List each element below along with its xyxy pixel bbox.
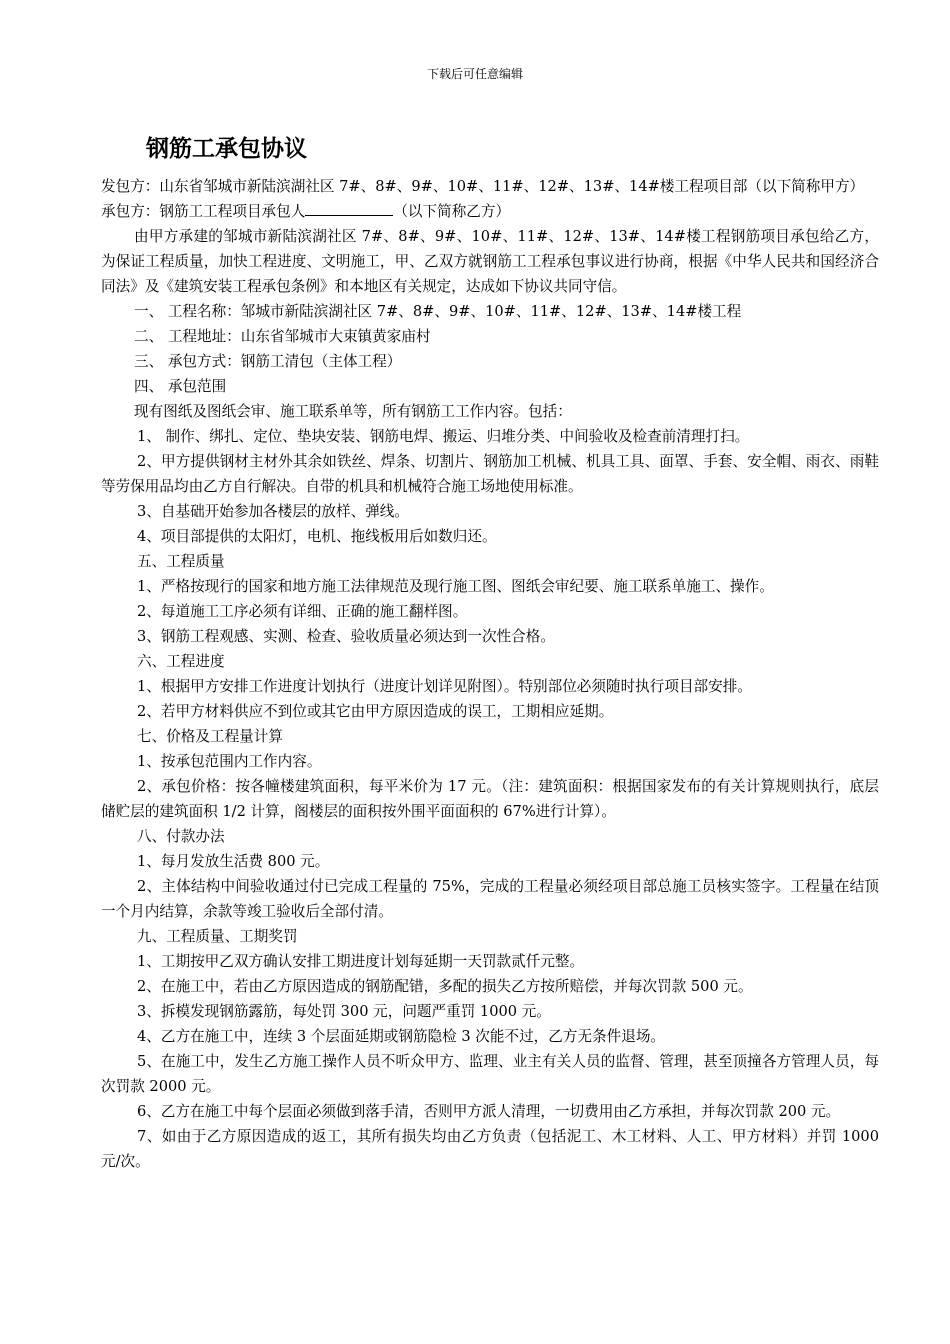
party-b-prefix: 承包方：钢筋工工程项目承包人 — [101, 203, 306, 220]
section-4-item-3: 3、自基础开始参加各楼层的放样、弹线。 — [137, 503, 409, 520]
document-body — [101, 174, 879, 1174]
section-9-item-1: 1、工期按甲乙双方确认安排工期进度计划每延期一天罚款贰仟元整。 — [137, 953, 585, 970]
section-9-heading: 九、工程质量、工期奖罚 — [137, 928, 298, 945]
section-4-heading: 四、 承包范围 — [134, 378, 227, 395]
section-4-item-2: 2、甲方提供钢材主材外其余如铁丝、焊条、切割片、钢筋加工机械、机具工具、面罩、手套、安全帽、雨衣、雨鞋等劳保用品均由乙方自行解决。自带的机具和机械符合施工场地使用标准。 — [101, 453, 879, 495]
section-9-item-5: 5、在施工中，发生乙方施工操作人员不听众甲方、监理、业主有关人员的监督、管理，甚至顶撞各方管理人员，每次罚款 2000 元。 — [101, 1053, 879, 1095]
section-6-item-2: 2、若甲方材料供应不到位或其它由甲方原因造成的误工，工期相应延期。 — [137, 703, 614, 720]
section-5-item-2: 2、每道施工工序必须有详细、正确的施工翻样图。 — [137, 603, 468, 620]
section-9-item-7: 7、如由于乙方原因造成的返工，其所有损失均由乙方负责（包括泥工、木工材料、人工、甲方材料）并罚 1000 元/次。 — [101, 1128, 879, 1170]
section-7-item-2: 2、承包价格：按各幢楼建筑面积，每平米价为 17 元。（注：建筑面积：根据国家发布的有关计算规则执行，底层储贮层的建筑面积 1/2 计算，阁楼层的面积按外围平面面积的 67%进行计算）。 — [101, 778, 879, 820]
section-4-intro: 现有图纸及图纸会审、施工联系单等，所有钢筋工工作内容。包括： — [134, 403, 572, 420]
section-5-heading: 五、工程质量 — [137, 553, 225, 570]
section-6-item-1: 1、根据甲方安排工作进度计划执行（进度计划详见附图）。特别部位必须随时执行项目部安排。 — [137, 678, 752, 695]
section-9-item-4: 4、乙方在施工中，连续 3 个层面延期或钢筋隐检 3 次能不过，乙方无条件退场。 — [137, 1028, 666, 1045]
signature-blank — [305, 202, 393, 216]
section-5-item-1: 1、严格按现行的国家和地方施工法律规范及现行施工图、图纸会审纪要、施工联系单施工、操作。 — [137, 578, 774, 595]
section-1: 一、 工程名称：邹城市新陆滨湖社区 7#、8#、9#、10#、11#、12#、13#、14#楼工程 — [134, 303, 742, 320]
section-8-item-2: 2、主体结构中间验收通过付已完成工程量的 75%，完成的工程量必须经项目部总施工员核实签字。工程量在结顶一个月内结算，余款等竣工验收后全部付清。 — [101, 878, 879, 920]
section-9-item-2: 2、在施工中，若由乙方原因造成的钢筋配错，多配的损失乙方按所赔偿，并每次罚款 500 元。 — [137, 978, 753, 995]
section-4-item-1: 1、 制作、绑扎、定位、垫块安装、钢筋电焊、搬运、归堆分类、中间验收及检查前清理打扫。 — [137, 428, 750, 445]
section-8-heading: 八、付款办法 — [137, 828, 225, 845]
section-5-item-3: 3、钢筋工程观感、实测、检查、验收质量必须达到一次性合格。 — [137, 628, 555, 645]
document-title: 钢筋工承包协议 — [146, 136, 307, 162]
section-6-heading: 六、工程进度 — [137, 653, 225, 670]
page-header: 下载后可任意编辑 — [426, 67, 523, 81]
party-b-suffix: （以下简称乙方） — [393, 203, 511, 220]
party-a: 发包方：山东省邹城市新陆滨湖社区 7#、8#、9#、10#、11#、12#、13#、14#楼工程项目部（以下简称甲方） — [101, 178, 865, 195]
section-9-item-3: 3、拆模发现钢筋露筋，每处罚 300 元，问题严重罚 1000 元。 — [137, 1003, 551, 1020]
section-2: 二、 工程地址：山东省邹城市大束镇黄家庙村 — [134, 328, 431, 345]
section-9-item-6: 6、乙方在施工中每个层面必须做到落手清，否则甲方派人清理，一切费用由乙方承担，并每次罚款 200 元。 — [137, 1103, 841, 1120]
party-b — [101, 199, 879, 224]
section-4-item-4: 4、项目部提供的太阳灯，电机、拖线板用后如数归还。 — [137, 528, 497, 545]
section-8-item-1: 1、每月发放生活费 800 元。 — [137, 853, 330, 870]
section-7-item-1: 1、按承包范围内工作内容。 — [137, 753, 322, 770]
section-3: 三、 承包方式：钢筋工清包（主体工程） — [134, 353, 402, 370]
intro-paragraph: 由甲方承建的邹城市新陆滨湖社区 7#、8#、9#、10#、11#、12#、13#、14#楼工程钢筋项目承包给乙方，为保证工程质量，加快工程进度、文明施工，甲、乙双方就钢筋工工程承包事议进行协商，根据《中华人民共和国经济合同法》及《建筑安装工程承包条例》和本地区有关规定，达成如下协议共同守信。 — [101, 228, 879, 295]
section-7-heading: 七、价格及工程量计算 — [137, 728, 283, 745]
